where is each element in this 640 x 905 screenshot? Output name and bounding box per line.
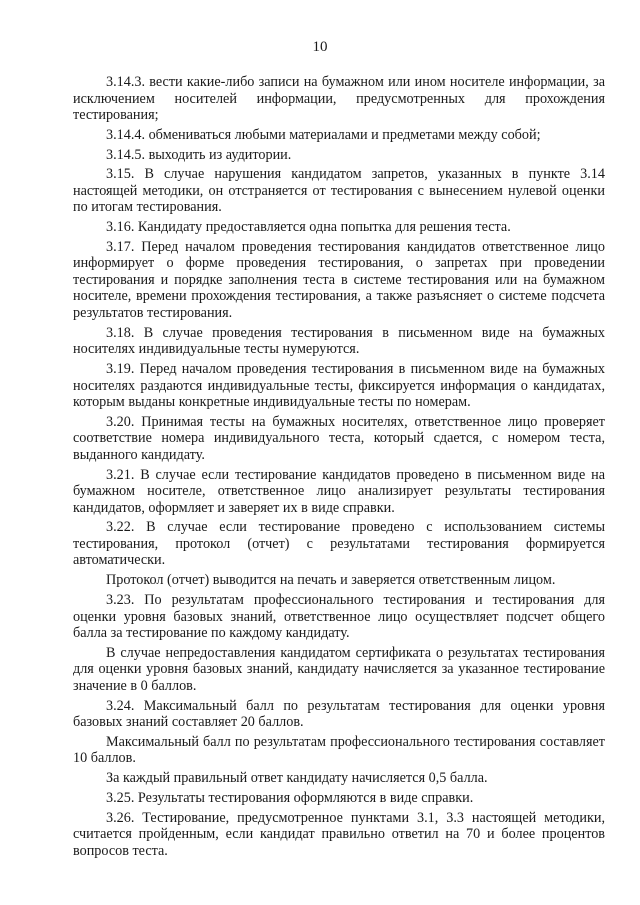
paragraph-3-14-4: 3.14.4. обмениваться любыми материалами и предметами между собой; <box>106 126 541 143</box>
paragraph-3-26: 3.26. Тестирование, предусмотренное пунктами 3.1, 3.3 настоящей методики, считается пройденным, если кандидат правильно ответил на 70 и более процентов вопросов теста. <box>73 809 605 859</box>
paragraph-report-print: Протокол (отчет) выводится на печать и заверяется ответственным лицом. <box>106 572 556 589</box>
paragraph-points-per-answer: За каждый правильный ответ кандидату начисляется 0,5 балла. <box>106 770 488 787</box>
paragraph-3-20: 3.20. Принимая тесты на бумажных носителях, ответственное лицо проверяет соответствие номера индивидуального теста, который сдается, с номером теста, выданного кандидату. <box>73 413 605 463</box>
paragraph-3-24: 3.24. Максимальный балл по результатам тестирования для оценки уровня базовых знаний составляет 20 баллов. <box>73 697 605 731</box>
paragraph-3-17: 3.17. Перед началом проведения тестирования кандидатов ответственное лицо информирует о форме проведения тестирования, о запретах при проведении тестирования и порядке заполнения теста в системе тестирования или на бумажном носителе, времени прохождения тестирования, а также разъясняет о системе подсчета результатов тестирования. <box>73 238 605 321</box>
paragraph-3-25: 3.25. Результаты тестирования оформляются в виде справки. <box>106 790 474 807</box>
paragraph-3-16: 3.16. Кандидату предоставляется одна попытка для решения теста. <box>106 219 511 236</box>
paragraph-3-14-3: 3.14.3. вести какие-либо записи на бумажном или ином носителе информации, за исключением носителей информации, предусмотренных для прохождения тестирования; <box>73 74 605 123</box>
paragraph-3-15: 3.15. В случае нарушения кандидатом запретов, указанных в пункте 3.14 настоящей методики, он отстраняется от тестирования с вынесением нулевой оценки по итогам тестирования. <box>73 166 605 216</box>
paragraph-3-14-5: 3.14.5. выходить из аудитории. <box>106 146 292 163</box>
paragraph-3-22: 3.22. В случае если тестирование проведено с использованием системы тестирования, протокол (отчет) с результатами тестирования формируется автоматически. <box>73 519 605 569</box>
paragraph-3-18: 3.18. В случае проведения тестирования в письменном виде на бумажных носителях индивидуальные тесты нумеруются. <box>73 324 605 358</box>
paragraph-3-23: 3.23. По результатам профессионального тестирования и тестирования для оценки уровня базовых знаний, ответственное лицо осуществляет подсчет общего балла за тестирование по каждому кандидату. <box>73 592 605 642</box>
paragraph-3-21: 3.21. В случае если тестирование кандидатов проведено в письменном виде на бумажном носителе, ответственное лицо анализирует результаты тестирования кандидатов, оформляет и заверяет их в виде справки. <box>73 466 605 516</box>
paragraph-no-certificate: В случае непредоставления кандидатом сертификата о результатах тестирования для оценки уровня базовых знаний, кандидату начисляется за указанное тестирование значение в 0 баллов. <box>73 644 605 694</box>
paragraph-3-19: 3.19. Перед началом проведения тестирования в письменном виде на бумажных носителях раздаются индивидуальные тесты, фиксируется информация о кандидатах, которым выданы конкретные индивидуальные тесты по номерам. <box>73 361 605 411</box>
page-number: 10 <box>312 39 328 55</box>
paragraph-max-professional: Максимальный балл по результатам профессионального тестирования составляет 10 баллов. <box>73 733 605 767</box>
document-body <box>73 74 605 863</box>
